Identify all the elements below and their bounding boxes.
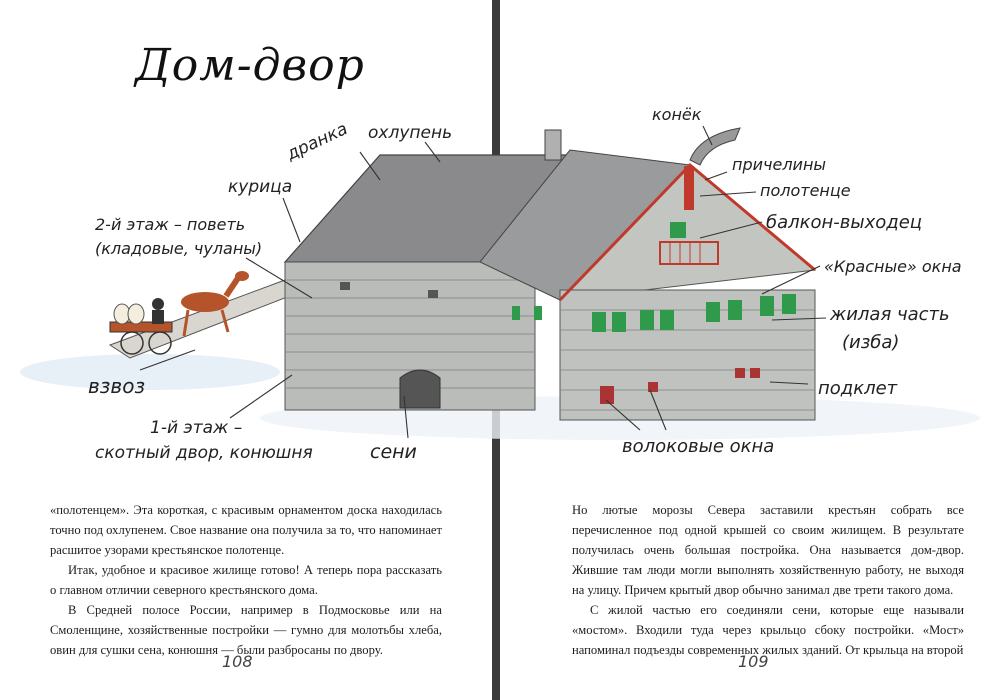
- label-konek: конёк: [652, 105, 702, 124]
- barn-window: [340, 282, 350, 290]
- label-floor2-line1: 2-й этаж – поветь: [95, 215, 246, 234]
- left-body-text: [50, 500, 442, 660]
- label-ohlupen: охлупень: [368, 123, 453, 143]
- right-body-text: [572, 500, 964, 660]
- label-living-line1: жилая часть: [830, 304, 950, 325]
- label-balkon: балкон-выходец: [766, 212, 923, 233]
- label-kuritsa: курица: [228, 177, 293, 197]
- page-title: Дом-двор: [135, 40, 365, 91]
- label-red-windows: «Красные» окна: [824, 257, 962, 276]
- label-floor2-line2: (кладовые, чуланы): [95, 239, 263, 258]
- barn-window: [428, 290, 438, 298]
- page-number-right: 109: [738, 652, 769, 671]
- paragraph: «полотенцем». Эта короткая, с красивым орнаментом доска находилась точно под охлупенем. Свое название она получила за то, что напоминает расшитое узорами крестьянское полотенце.: [50, 503, 442, 557]
- paragraph: Но лютые морозы Севера заставили крестьян собрать все перечисленное под одной крышей со своим жилищем. В результате получилась очень большая постройка. Она называется дом-двор. Жившие там люди могли выполнять хозяйственную работу, не выходя на улицу. Причем крытый двор обычно занимал две трети такого дома.: [572, 503, 964, 597]
- paragraph: В Средней полосе России, например в Подмосковье или на Смоленщине, хозяйственные постройки — гумно для молотьбы хлеба, овин для сушки сена, конюшня — были разбросаны по двору.: [50, 603, 442, 657]
- label-dranka: дранка: [283, 119, 351, 165]
- label-prichelina: причелины: [732, 155, 827, 174]
- label-volok-windows: волоковые окна: [622, 436, 775, 457]
- page-number-left: 108: [222, 652, 253, 671]
- label-podklet: подклет: [818, 378, 898, 399]
- label-seni: сени: [370, 441, 417, 463]
- chimney: [545, 130, 561, 160]
- seni-doorway: [400, 370, 440, 408]
- snow-left: [20, 354, 280, 390]
- label-living-line2: (изба): [842, 332, 900, 353]
- label-vzvoz: взвоз: [88, 374, 146, 398]
- label-polotentse: полотенце: [760, 181, 851, 200]
- polotentse-board: [684, 166, 694, 210]
- label-floor1-line2: скотный двор, конюшня: [95, 443, 313, 463]
- paragraph: С жилой частью его соединяли сени, которые еще называли «мостом». Входили туда через крыльцо сбоку постройки. «Мост» напоминал подъезды современных жилых зданий. От крыльца на второй: [572, 603, 964, 657]
- izba-wall: [560, 290, 815, 420]
- paragraph: Итак, удобное и красивое жилище готово! А теперь пора рассказать о главном отличии северного крестьянского дома.: [50, 563, 442, 597]
- label-floor1-line1: 1-й этаж –: [150, 418, 243, 438]
